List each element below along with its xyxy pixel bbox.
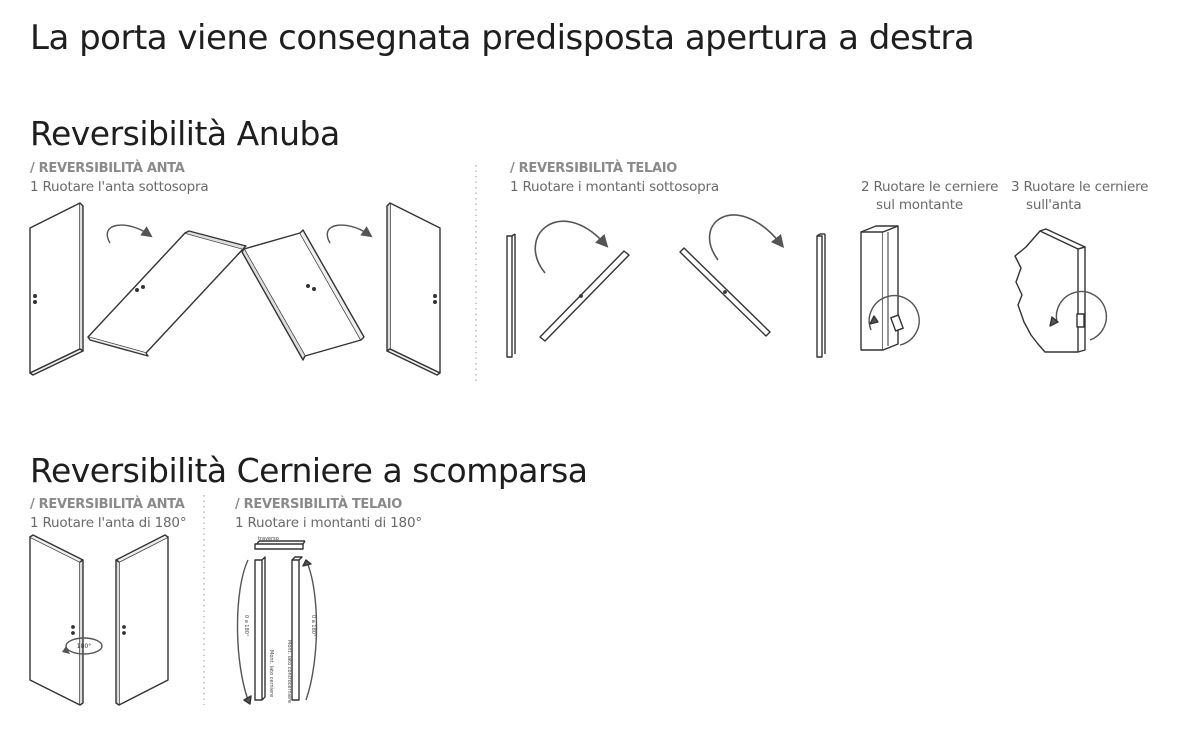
- label-reversibilita-telaio: / REVERSIBILITÀ TELAIO: [510, 161, 678, 176]
- page-title: La porta viene consegnata predisposta apertura a destra: [30, 18, 975, 58]
- jamb-left-rotate-icon: [238, 557, 275, 704]
- rotate-arrow-icon-1: [107, 225, 148, 243]
- rotate-arrow-icon-2: [327, 225, 368, 243]
- step2-line1: 2 Ruotare le cerniere: [861, 179, 999, 195]
- section-heading-anuba: Reversibilità Anuba: [30, 114, 340, 153]
- door-open-left-icon: [30, 535, 83, 705]
- step-ruotare-montanti-180: 1 Ruotare i montanti di 180°: [235, 515, 422, 531]
- mont-left-label: Mont. lato cerniere: [268, 650, 274, 698]
- door-open-right-icon: [116, 535, 168, 705]
- jamb-upright-1-icon: [507, 234, 515, 357]
- mont-right-label: Mont. lato controcerniere: [286, 640, 292, 704]
- hinge-on-leaf-icon: [1015, 229, 1106, 352]
- jamb-right-rotate-icon: [286, 557, 317, 703]
- label-reversibilita-anta: / REVERSIBILITÀ ANTA: [30, 161, 185, 176]
- step-ruotare-montanti: 1 Ruotare i montanti sottosopra: [510, 179, 719, 195]
- step2-line2: sul montante: [876, 197, 963, 213]
- door-upright-right-icon: [387, 203, 440, 375]
- traverso-label: traverso: [258, 536, 279, 542]
- traverso-icon: [255, 536, 305, 549]
- jamb-upright-2-icon: [817, 234, 825, 357]
- step3-line2: sull'anta: [1026, 197, 1082, 213]
- step-ruotare-anta-180: 1 Ruotare l'anta di 180°: [30, 515, 187, 531]
- door-tilted-2-icon: [242, 230, 364, 360]
- jamb-tilted-2-icon: [680, 248, 770, 336]
- right-rot-label: 0 a 180°: [310, 615, 316, 637]
- jamb-tilted-1-icon: [540, 251, 629, 341]
- step-ruotare-anta: 1 Ruotare l'anta sottosopra: [30, 179, 209, 195]
- door-tilted-1-icon: [88, 231, 246, 356]
- step3-line1: 3 Ruotare le cerniere: [1011, 179, 1149, 195]
- hinge-on-jamb-icon: [861, 226, 919, 350]
- rot-180-label: 180°: [76, 643, 92, 650]
- label-reversibilita-anta-2: / REVERSIBILITÀ ANTA: [30, 497, 185, 512]
- left-rot-label: 0 a 180°: [243, 615, 249, 637]
- section-heading-cerniere: Reversibilità Cerniere a scomparsa: [30, 451, 588, 490]
- big-rotate-arrow-icon-1: [535, 221, 604, 273]
- door-upright-left-icon: [30, 203, 83, 375]
- big-rotate-arrow-icon-2: [710, 215, 780, 260]
- label-reversibilita-telaio-2: / REVERSIBILITÀ TELAIO: [235, 497, 403, 512]
